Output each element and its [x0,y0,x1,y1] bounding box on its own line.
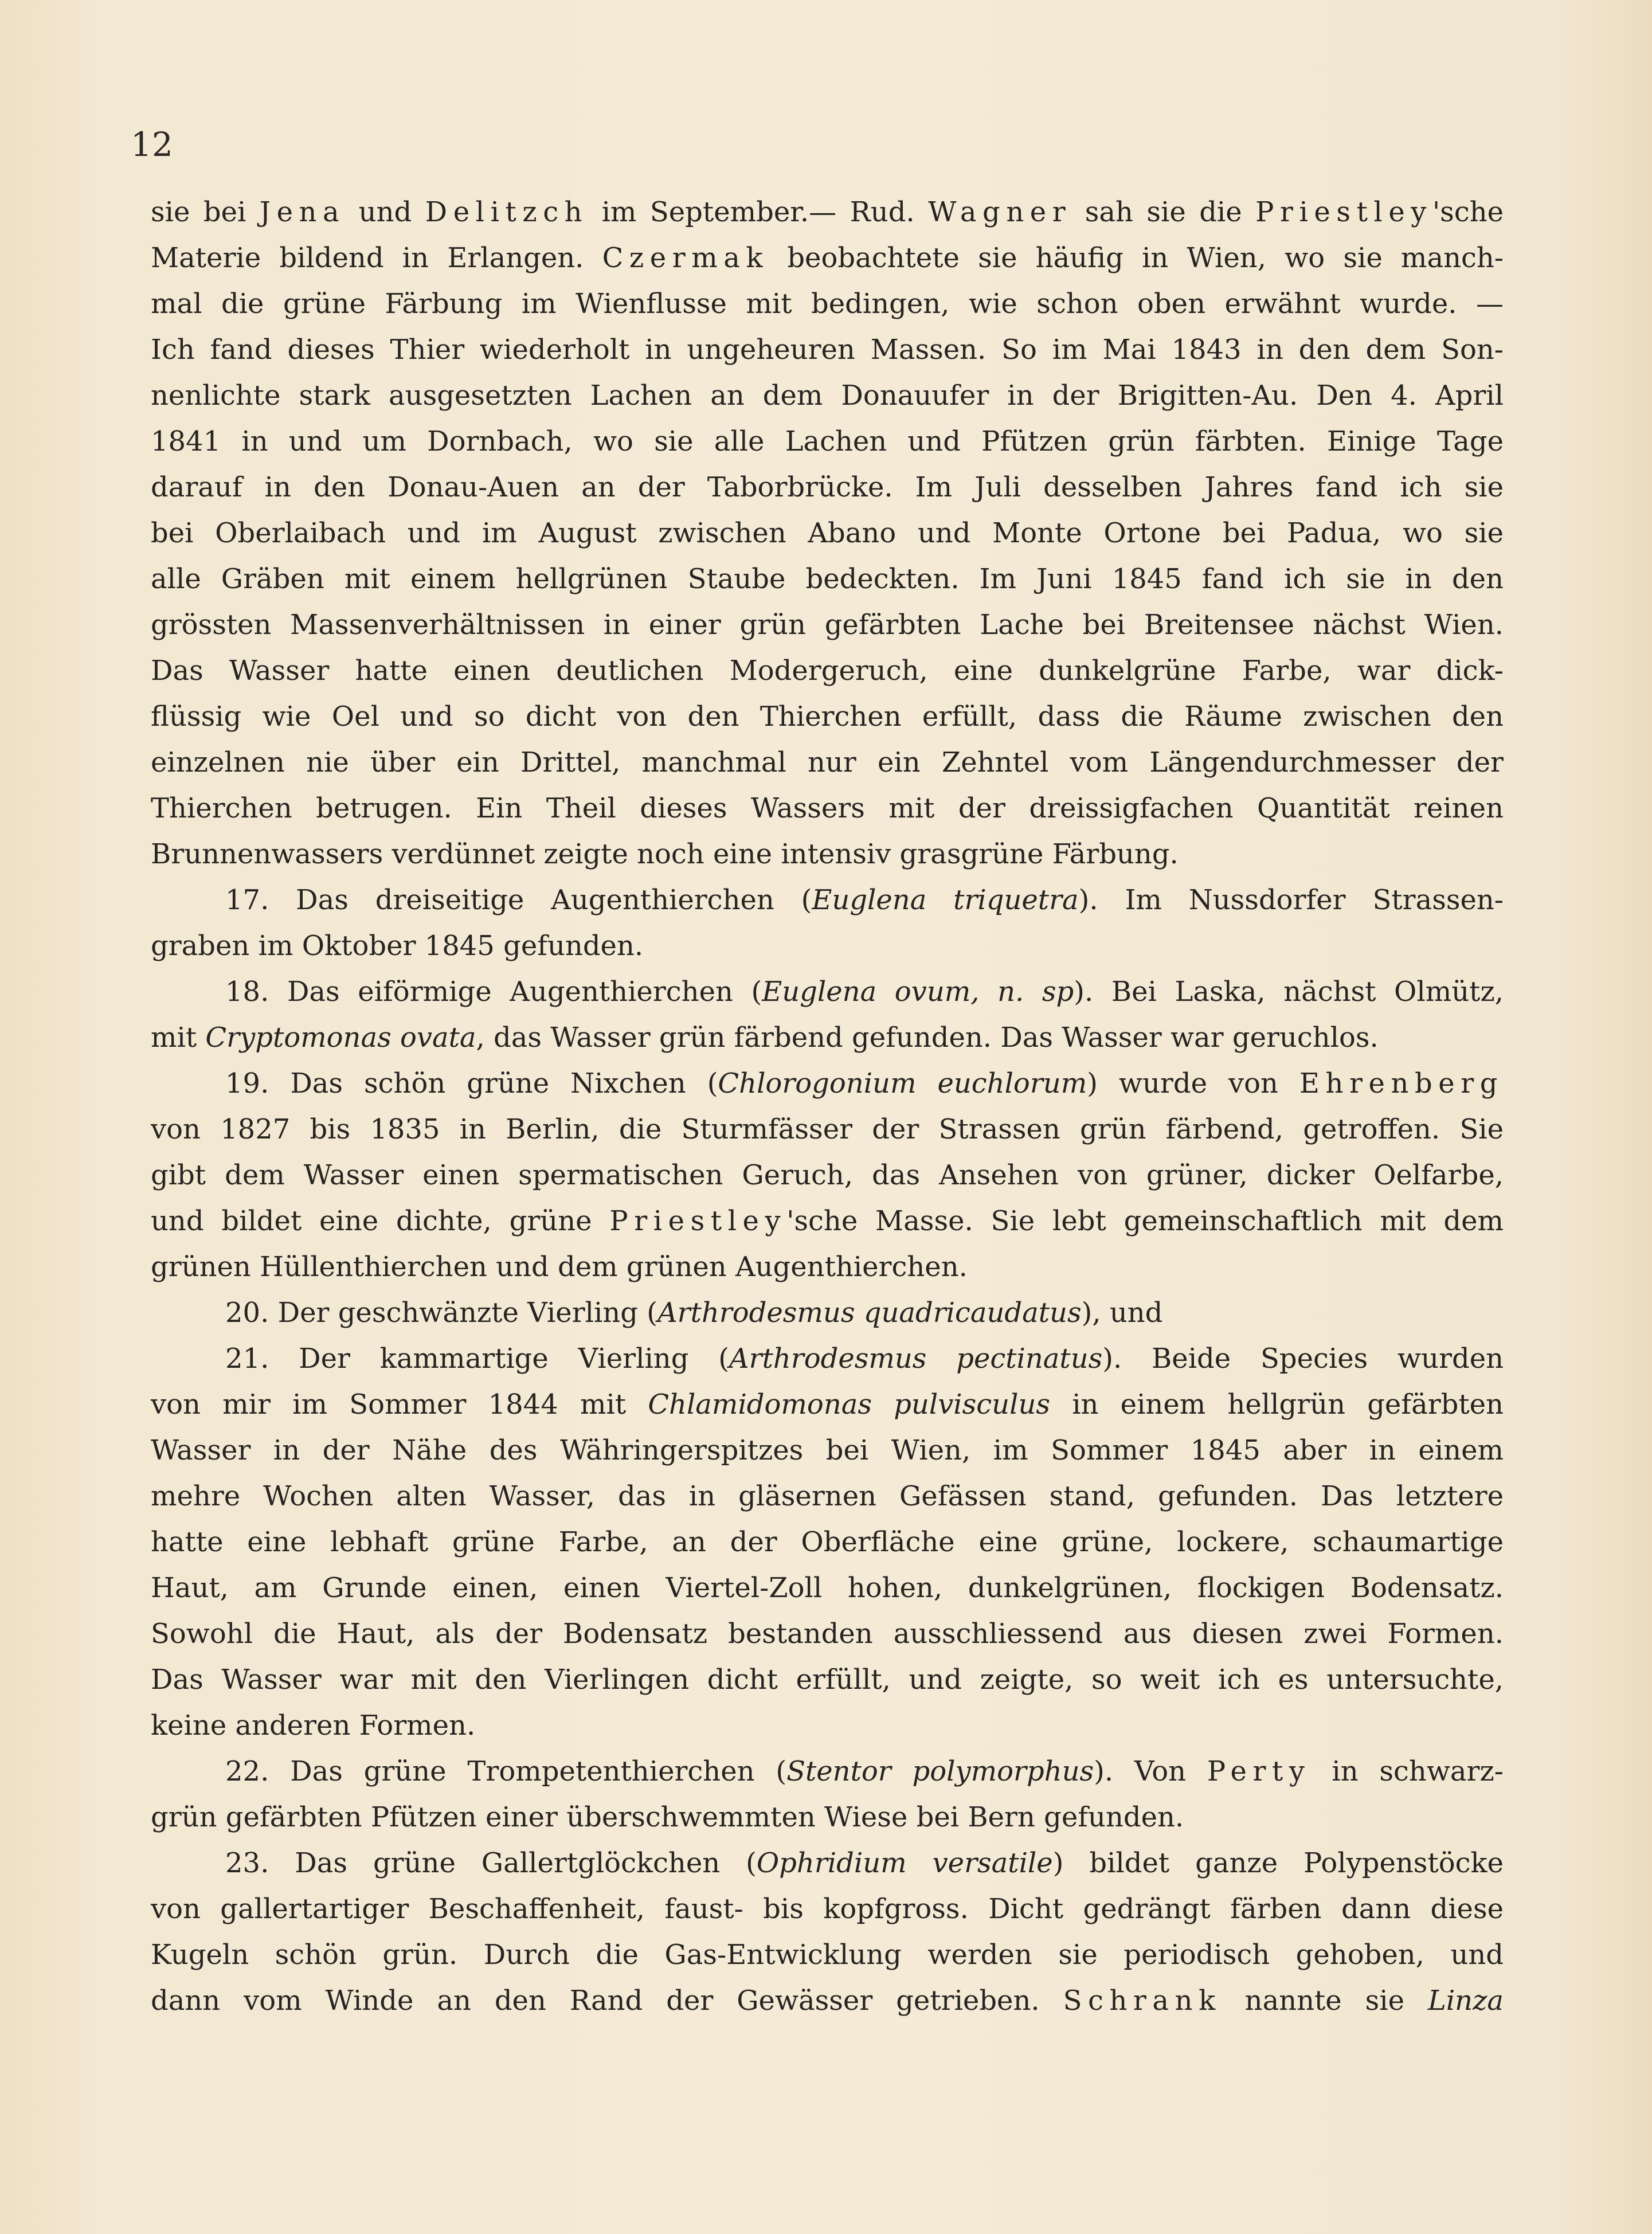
text-line [151,1382,1504,1427]
text-line [151,418,1504,464]
text-run: , das Wasser grün färbend gefunden. Das Wasser war geruchlos. [476,1022,1379,1054]
italic-term: Chlamidomonas pulvisculus [648,1388,1050,1421]
text-line [151,1290,1504,1336]
text-line [151,281,1504,327]
text-line [151,1336,1504,1382]
text-line [151,510,1504,556]
text-run: ). Von [1094,1755,1207,1787]
italic-term: Arthrodesmus pectinatus [729,1343,1103,1375]
text-run: Thierchen betrugen. Ein Theil dieses Wassers mit der dreissigfachen Quantität reinen [151,792,1504,824]
spaced-name: Perty [1207,1755,1311,1787]
text-run: flüssig wie Oel und so dicht von den Thierchen erfüllt, dass die Räume zwischen den [151,701,1504,733]
text-line [151,1657,1504,1703]
italic-term: Euglena triquetra [812,884,1079,916]
text-line [151,923,1504,969]
text-run: grössten Massenverhältnissen in einer grün gefärbten Lache bei Breitensee nächst Wien. [151,609,1504,641]
text-line [151,373,1504,418]
text-run: 18. Das eiförmige Augenthierchen ( [225,976,762,1008]
text-run: mit [151,1022,206,1054]
text-run: darauf in den Donau-Auen an der Taborbrücke. Im Juli desselben Jahres fand ich sie [151,471,1504,503]
text-line [151,831,1504,877]
text-run: im September.— Rud. [588,196,929,228]
text-line [151,327,1504,373]
text-run: in einem hellgrün gefärbten [1050,1388,1504,1421]
text-run: grünen Hüllenthierchen und dem grünen Augenthierchen. [151,1251,968,1283]
text-run: in schwarz- [1310,1755,1504,1787]
text-line [151,602,1504,648]
text-line [151,785,1504,831]
text-run: 22. Das grüne Trompetenthierchen ( [225,1755,787,1787]
italic-term: Ophridium versatile [756,1847,1053,1879]
text-run: Ich fand dieses Thier wiederholt in ungeheuren Massen. So im Mai 1843 in den dem Son- [151,334,1504,366]
text-run: sah sie die [1071,196,1256,228]
text-run: einzelnen nie über ein Drittel, manchmal nur ein Zehntel vom Längendurchmesser der [151,746,1504,778]
text-run: von mir im Sommer 1844 mit [151,1388,648,1421]
text-line [151,556,1504,602]
text-run: gibt dem Wasser einen spermatischen Geruch, das Ansehen von grüner, dicker Oelfarbe, [151,1159,1504,1191]
spaced-name: Wagner [928,196,1072,228]
text-line [151,740,1504,785]
text-line [151,1565,1504,1611]
text-run: und bildet eine dichte, grüne [151,1205,610,1237]
text-run: 'sche Masse. Sie lebt gemeinschaftlich mit dem [786,1205,1504,1237]
text-line [151,969,1504,1015]
spaced-name: Schrank [1063,1985,1222,2017]
text-line [151,235,1504,281]
text-run: bei Oberlaibach und im August zwischen Abano und Monte Ortone bei Padua, wo sie [151,517,1504,549]
text-run: grün gefärbten Pfützen einer überschwemmten Wiese bei Bern gefunden. [151,1801,1184,1833]
text-run: nenlichte stark ausgesetzten Lachen an dem Donauufer in der Brigitten-Au. Den 4. April [151,379,1504,412]
text-run: Materie bildend in Erlangen. [151,242,602,274]
text-run: Brunnenwassers verdünnet zeigte noch eine intensiv grasgrüne Färbung. [151,838,1179,870]
text-run: mehre Wochen alten Wasser, das in gläsernen Gefässen stand, gefunden. Das letztere [151,1480,1504,1512]
text-run: und [345,196,425,228]
text-line [151,1932,1504,1978]
text-run: von gallertartiger Beschaffenheit, faust- bis kopfgross. Dicht gedrängt färben dann diese [151,1893,1504,1925]
text-line [151,694,1504,740]
italic-term: Arthrodesmus quadricaudatus [657,1297,1082,1329]
text-run: 19. Das schön grüne Nixchen ( [225,1067,718,1100]
text-run: graben im Oktober 1845 gefunden. [151,930,644,962]
text-run: nannte sie [1221,1985,1428,2017]
spaced-name: Czermak [602,242,769,274]
spaced-name: Jena [259,196,346,228]
text-line [151,1427,1504,1473]
text-run: sie bei [151,196,260,228]
text-line [151,877,1504,923]
text-line [151,1015,1504,1061]
text-run: 23. Das grüne Gallertglöckchen ( [225,1847,757,1879]
text-line [151,648,1504,694]
text-run: Das Wasser hatte einen deutlichen Modergeruch, eine dunkelgrüne Farbe, war dick- [151,655,1504,687]
text-line [151,1061,1504,1106]
text-run: alle Gräben mit einem hellgrünen Staube bedeckten. Im Juni 1845 fand ich sie in den [151,563,1504,595]
spaced-name: Priestley [1255,196,1432,228]
text-run: ) wurde von [1087,1067,1299,1100]
text-run: keine anderen Formen. [151,1709,476,1742]
text-run: 21. Der kammartige Vierling ( [225,1343,729,1375]
text-run: ) bildet ganze Polypenstöcke [1052,1847,1504,1879]
text-run: Wasser in der Nähe des Währingerspitzes bei Wien, im Sommer 1845 aber in einem [151,1434,1504,1466]
text-run: von 1827 bis 1835 in Berlin, die Sturmfässer der Strassen grün färbend, getroffen. Sie [151,1113,1504,1145]
text-run: Haut, am Grunde einen, einen Viertel-Zoll hohen, dunkelgrünen, flockigen Bodensatz. [151,1572,1504,1604]
text-line [151,1794,1504,1840]
text-run: ), und [1081,1297,1163,1329]
text-line [151,464,1504,510]
text-run: beobachtete sie häufig in Wien, wo sie manch- [769,242,1504,274]
italic-term: Cryptomonas ovata [205,1022,476,1054]
text-run: Kugeln schön grün. Durch die Gas-Entwicklung werden sie periodisch gehoben, und [151,1939,1504,1971]
spaced-name: Ehrenberg [1299,1067,1504,1100]
text-line [151,1978,1504,2024]
text-run: Sowohl die Haut, als der Bodensatz bestanden ausschliessend aus diesen zwei Formen. [151,1618,1504,1650]
text-run: mal die grüne Färbung im Wienflusse mit bedingen, wie schon oben erwähnt wurde. — [151,288,1504,320]
text-line [151,1244,1504,1290]
text-line [151,1519,1504,1565]
italic-term: Euglena ovum, n. sp [762,976,1074,1008]
text-line [151,1106,1504,1152]
text-line [151,1748,1504,1794]
italic-term: Chlorogonium euchlorum [718,1067,1087,1100]
italic-term: Linza [1427,1985,1504,2017]
text-run: 17. Das dreiseitige Augenthierchen ( [225,884,812,916]
text-run: 'sche [1432,196,1504,228]
text-line [151,1886,1504,1932]
text-run: ). Bei Laska, nächst Olmütz, [1074,976,1504,1008]
text-line [151,1703,1504,1748]
text-run: hatte eine lebhaft grüne Farbe, an der Oberfläche eine grüne, lockere, schaumartige [151,1526,1504,1558]
text-line [151,1840,1504,1886]
spaced-name: Priestley [609,1205,787,1237]
text-run: dann vom Winde an den Rand der Gewässer getrieben. [151,1985,1063,2017]
text-run: Das Wasser war mit den Vierlingen dicht erfüllt, und zeigte, so weit ich es untersuchte, [151,1664,1504,1696]
italic-term: Stentor polymorphus [786,1755,1094,1787]
text-run: 20. Der geschwänzte Vierling ( [225,1297,657,1329]
text-run: ). Beide Species wurden [1102,1343,1504,1375]
text-line [151,1152,1504,1198]
text-line [151,1611,1504,1657]
body-text [151,189,1504,2024]
text-run: ). Im Nussdorfer Strassen- [1078,884,1504,916]
spaced-name: Delitzch [425,196,589,228]
text-line [151,189,1504,235]
text-line [151,1198,1504,1244]
text-line [151,1473,1504,1519]
page-number: 12 [131,125,173,164]
text-run: 1841 in und um Dornbach, wo sie alle Lachen und Pfützen grün färbten. Einige Tage [151,425,1504,457]
